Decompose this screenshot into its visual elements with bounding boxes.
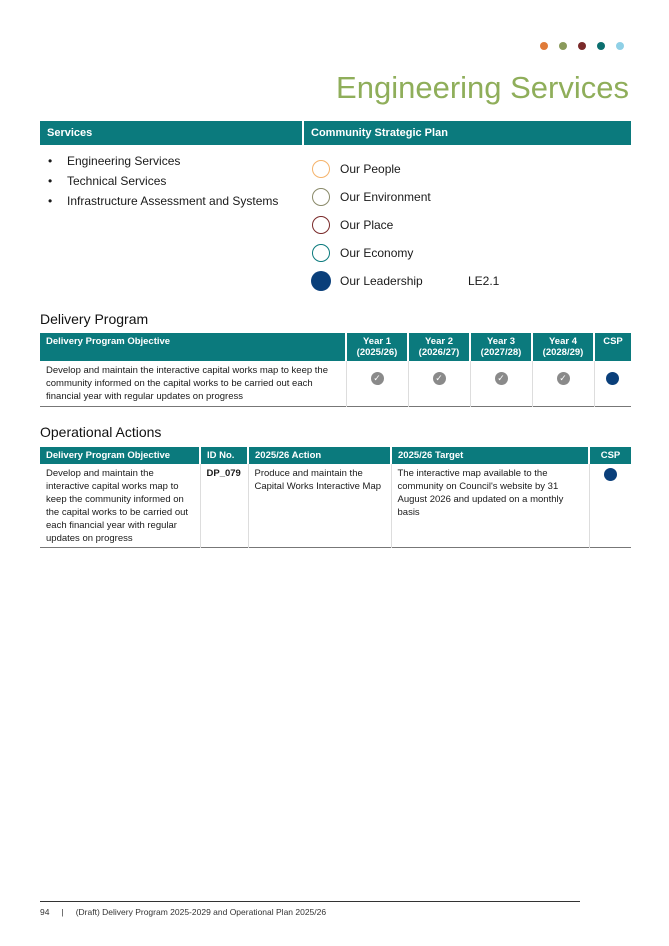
operational-actions-title: Operational Actions <box>40 424 162 440</box>
footer-text: (Draft) Delivery Program 2025-2029 and Operational Plan 2025/26 <box>75 907 327 917</box>
page-title: Engineering Services <box>336 70 629 105</box>
leadership-dot-icon <box>604 468 617 481</box>
bullet-icon: • <box>48 174 53 188</box>
economy-circle-icon <box>312 244 330 262</box>
csp-item-place: Our Place <box>312 211 499 239</box>
check-icon: ✓ <box>557 372 570 385</box>
csp-item-environment: Our Environment <box>312 183 499 211</box>
year1-header: Year 1 (2025/26) <box>346 333 408 361</box>
decor-dot-lightblue <box>616 42 624 50</box>
decor-dot-olive <box>559 42 567 50</box>
operational-actions-table <box>40 447 631 548</box>
csp-item-people: Our People <box>312 155 499 183</box>
environment-circle-icon <box>312 188 330 206</box>
table-header-row <box>40 333 631 361</box>
list-item: • Infrastructure Assessment and Systems <box>48 191 278 211</box>
leadership-dot-icon <box>606 372 619 385</box>
footer-separator: | <box>61 907 64 917</box>
check-icon: ✓ <box>495 372 508 385</box>
objective-cell: Develop and maintain the interactive capital works map to keep the community informed on the capital works to be carried out each financial year with regular updates on progress <box>40 361 346 407</box>
table-header-row <box>40 447 631 464</box>
delivery-program-title: Delivery Program <box>40 311 149 327</box>
year2-header: Year 2 (2026/27) <box>408 333 470 361</box>
csp-header: CSP <box>589 447 631 464</box>
check-icon: ✓ <box>371 372 384 385</box>
people-circle-icon <box>312 160 330 178</box>
target-header: 2025/26 Target <box>391 447 589 464</box>
check-icon: ✓ <box>433 372 446 385</box>
csp-header: Community Strategic Plan <box>311 127 448 139</box>
decorative-dots <box>540 42 624 50</box>
bullet-icon: • <box>48 194 53 208</box>
delivery-program-table <box>40 333 631 407</box>
services-list <box>48 151 278 211</box>
csp-header: CSP <box>594 333 631 361</box>
csp-item-economy: Our Economy <box>312 239 499 267</box>
services-header: Services <box>40 121 304 145</box>
bullet-icon: • <box>48 154 53 168</box>
table-row <box>40 361 631 407</box>
csp-item-leadership: Our Leadership LE2.1 <box>312 267 499 295</box>
year4-header: Year 4 (2028/29) <box>532 333 594 361</box>
year3-header: Year 3 (2027/28) <box>470 333 532 361</box>
list-item: • Engineering Services <box>48 151 278 171</box>
decor-dot-teal <box>597 42 605 50</box>
services-csp-header <box>40 121 631 145</box>
list-item: • Technical Services <box>48 171 278 191</box>
decor-dot-orange <box>540 42 548 50</box>
leadership-circle-icon <box>311 271 331 291</box>
objective-header: Delivery Program Objective <box>40 447 200 464</box>
id-header: ID No. <box>200 447 248 464</box>
objective-cell: Develop and maintain the interactive capital works map to keep the community informed on the capital works to be carried out each financial year with regular updates on progress <box>40 464 200 548</box>
place-circle-icon <box>312 216 330 234</box>
action-cell: Produce and maintain the Capital Works Interactive Map <box>248 464 391 548</box>
csp-list <box>312 155 499 295</box>
action-header: 2025/26 Action <box>248 447 391 464</box>
target-cell: The interactive map available to the community on Council's website by 31 August 2026 and updated on a monthly basis <box>391 464 589 548</box>
table-row <box>40 464 631 548</box>
footer <box>40 907 326 917</box>
decor-dot-maroon <box>578 42 586 50</box>
id-cell: DP_079 <box>200 464 248 548</box>
csp-code: LE2.1 <box>468 274 500 288</box>
footer-divider <box>40 901 580 902</box>
objective-header: Delivery Program Objective <box>40 333 346 361</box>
page-number: 94 <box>40 907 50 917</box>
